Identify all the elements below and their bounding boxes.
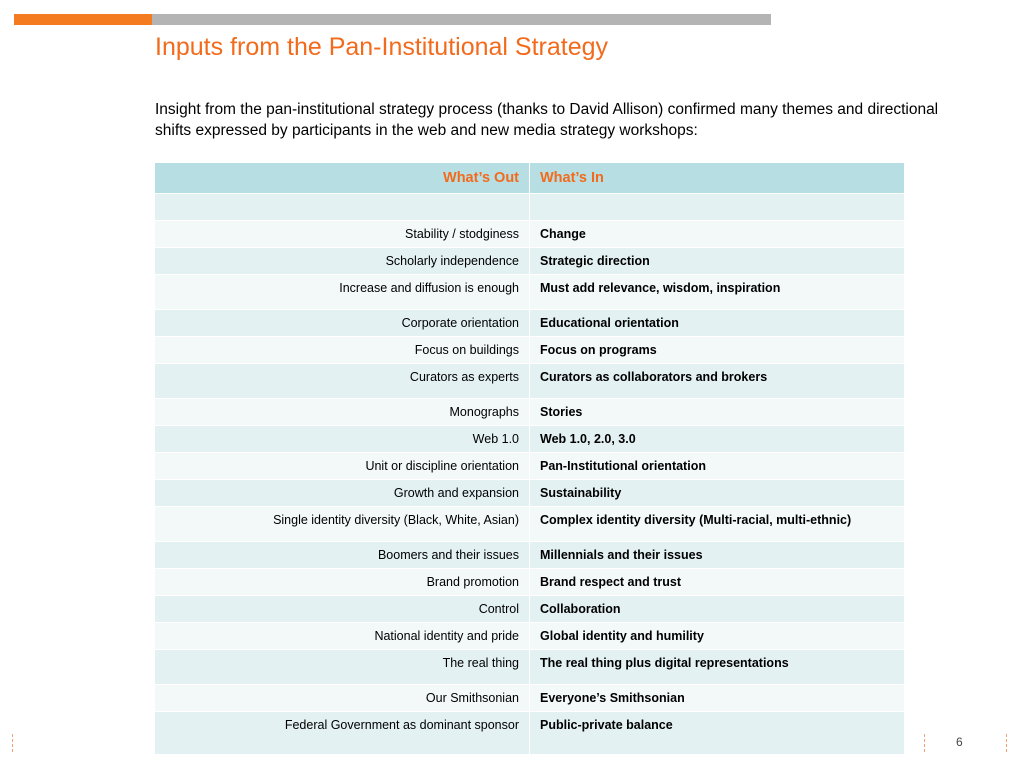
cell-in: Change (530, 221, 905, 248)
slide-title: Inputs from the Pan-Institutional Strategy (155, 33, 609, 61)
cell-in: Educational orientation (530, 310, 905, 337)
cell-in: Must add relevance, wisdom, inspiration (530, 275, 905, 310)
cell-in: Collaboration (530, 596, 905, 623)
table-row (155, 221, 905, 248)
cell-in: Stories (530, 399, 905, 426)
table-row (155, 542, 905, 569)
table-row (155, 364, 905, 399)
slide-intro-text: Insight from the pan-institutional strategy process (thanks to David Allison) confirmed many themes and directional shifts expressed by participants in the web and new media strategy workshops: (155, 101, 939, 139)
table-row (155, 507, 905, 542)
accent-bar-orange (14, 14, 152, 25)
cell-out: Boomers and their issues (155, 542, 530, 569)
table-row (155, 596, 905, 623)
table-row (155, 399, 905, 426)
cell-out: Monographs (155, 399, 530, 426)
cell-in (530, 194, 905, 221)
footer-tick-left (12, 734, 14, 752)
cell-in: Complex identity diversity (Multi-racial, multi-ethnic) (530, 507, 905, 542)
cell-out: Focus on buildings (155, 337, 530, 364)
cell-out: Corporate orientation (155, 310, 530, 337)
cell-out: Control (155, 596, 530, 623)
table-row (155, 685, 905, 712)
cell-out: Web 1.0 (155, 426, 530, 453)
cell-out: Brand promotion (155, 569, 530, 596)
table-row (155, 248, 905, 275)
cell-out: Stability / stodginess (155, 221, 530, 248)
table-row (155, 623, 905, 650)
footer-tick-right (1006, 734, 1008, 752)
cell-in: The real thing plus digital representations (530, 650, 905, 685)
cell-in: Public-private balance (530, 712, 905, 755)
cell-out: Scholarly independence (155, 248, 530, 275)
table-row (155, 194, 905, 221)
cell-in: Strategic direction (530, 248, 905, 275)
table-row (155, 275, 905, 310)
cell-in: Focus on programs (530, 337, 905, 364)
cell-out: Unit or discipline orientation (155, 453, 530, 480)
cell-out (155, 194, 530, 221)
cell-out: Growth and expansion (155, 480, 530, 507)
cell-out: Our Smithsonian (155, 685, 530, 712)
table-row (155, 310, 905, 337)
cell-in: Curators as collaborators and brokers (530, 364, 905, 399)
table-header-row (155, 163, 905, 194)
page-number: 6 (956, 735, 963, 749)
cell-out: Curators as experts (155, 364, 530, 399)
cell-out: National identity and pride (155, 623, 530, 650)
table-row (155, 480, 905, 507)
cell-in: Brand respect and trust (530, 569, 905, 596)
table-row (155, 453, 905, 480)
cell-in: Web 1.0, 2.0, 3.0 (530, 426, 905, 453)
cell-in: Global identity and humility (530, 623, 905, 650)
cell-in: Sustainability (530, 480, 905, 507)
table-row (155, 337, 905, 364)
table-row (155, 650, 905, 685)
cell-in: Pan-Institutional orientation (530, 453, 905, 480)
footer-tick-mid (924, 734, 926, 752)
header-whats-out: What’s Out (155, 163, 530, 194)
cell-in: Everyone’s Smithsonian (530, 685, 905, 712)
cell-out: Single identity diversity (Black, White, Asian) (155, 507, 530, 542)
cell-out: Increase and diffusion is enough (155, 275, 530, 310)
cell-out: The real thing (155, 650, 530, 685)
accent-bar-gray (152, 14, 771, 25)
table-row (155, 426, 905, 453)
cell-in: Millennials and their issues (530, 542, 905, 569)
out-in-table (154, 162, 905, 755)
cell-out: Federal Government as dominant sponsor (155, 712, 530, 755)
header-whats-in: What’s In (530, 163, 905, 194)
table-row (155, 712, 905, 755)
table-row (155, 569, 905, 596)
